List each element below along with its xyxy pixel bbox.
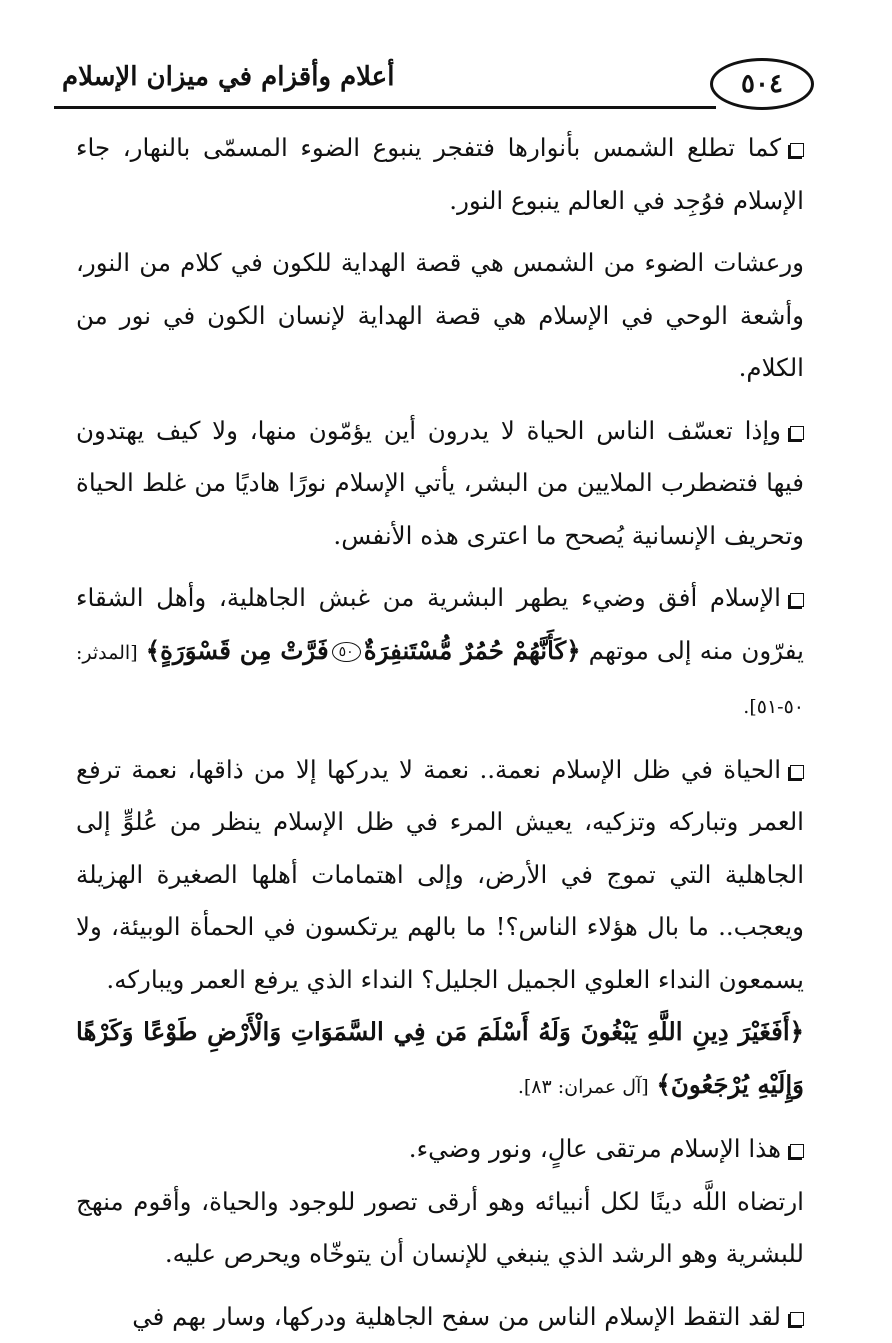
paragraph-4-text: الإسلام أفق وضيء يطهر البشرية من غبش الجاهلية، وأهل الشقاء يفرّون منه إلى موتهم xyxy=(76,583,804,665)
checkbox-bullet-icon xyxy=(790,1312,804,1326)
paragraph-9-text: لقد التقط الإسلام الناس من سفح الجاهلية ودركها، وسار بهم في xyxy=(132,1302,781,1331)
checkbox-bullet-icon xyxy=(790,426,804,440)
paragraph-6 xyxy=(76,1006,804,1113)
checkbox-bullet-icon xyxy=(790,765,804,779)
quran-verse: أَفَغَيْرَ دِينِ اللَّهِ يَبْغُونَ وَلَهُ أَسْلَمَ مَن فِي السَّمَوَاتِ وَالْأَرْضِ طَوْعًا وَكَرْهًا وَإِلَيْهِ يُرْجَعُونَ xyxy=(76,1017,804,1099)
paragraph-7 xyxy=(76,1123,804,1176)
paragraph-8 xyxy=(76,1176,804,1281)
paragraph-8-text: ارتضاه اللَّه دينًا لكل أنبيائه وهو أرقى تصور للوجود والحياة، وأقوم منهج للبشرية وهو الرشد الذي ينبغي للإنسان أن يتوخّاه ويحرص عليه. xyxy=(76,1187,804,1269)
checkbox-bullet-icon xyxy=(790,1144,804,1158)
paragraph-9 xyxy=(76,1291,804,1343)
paragraph-3-text: وإذا تعسّف الناس الحياة لا يدرون أين يؤمّون منها، ولا كيف يهتدون فيها فتضطرب الملايين من البشر، يأتي الإسلام نورًا هاديًا من غلط الحياة وتحريف الإنسانية يُصحح ما اعترى هذه الأنفس. xyxy=(76,416,804,550)
paragraph-5 xyxy=(76,744,804,1007)
checkbox-bullet-icon xyxy=(790,143,804,157)
paragraph-4 xyxy=(76,572,804,734)
page-header xyxy=(54,58,814,114)
running-title: أعلام وأقزام في ميزان الإسلام xyxy=(62,62,394,92)
verse-reference: [المدثر: ٥٠-٥١]. xyxy=(76,642,804,719)
quran-verse-open-bracket: ﴿ xyxy=(566,636,580,665)
paragraph-2 xyxy=(76,237,804,395)
paragraph-2-text: ورعشات الضوء من الشمس هي قصة الهداية للكون في كلام من النور، وأشعة الوحي في الإسلام هي قصة الهداية لإنسان الكون في نور من الكلام. xyxy=(76,248,804,382)
paragraph-1 xyxy=(76,122,804,227)
quran-verse-close-bracket: ﴾ xyxy=(657,1070,671,1099)
verse-reference: [آل عمران: ٨٣]. xyxy=(518,1076,649,1098)
quran-verse-part-2: فَرَّتْ مِن قَسْوَرَةٍ xyxy=(160,636,329,665)
checkbox-bullet-icon xyxy=(790,593,804,607)
paragraph-3 xyxy=(76,405,804,563)
quran-verse-part-1: كَأَنَّهُمْ حُمُرٌ مُّسْتَنفِرَةٌ xyxy=(364,636,567,665)
page-number: ٥٠٤ xyxy=(710,58,814,110)
ayah-number-marker: ٥٠ xyxy=(332,642,361,662)
header-rule xyxy=(54,106,716,109)
paragraph-5-text: الحياة في ظل الإسلام نعمة.. نعمة لا يدركها إلا من ذاقها، نعمة ترفع العمر وتباركه وتزكيه، يعيش المرء في ظل الإسلام ينظر من عُلوٍّ إلى الجاهلية التي تموج في الأرض، وإلى اهتمامات أهلها الصغيرة الهزيلة ويعجب.. ما بال هؤلاء الناس؟! ما بالهم يرتكسون في الحمأة الوبيئة، ولا يسمعون النداء العلوي الجميل الجليل؟ النداء الذي يرفع العمر ويباركه. xyxy=(76,755,804,994)
quran-verse-close-bracket: ﴾ xyxy=(146,636,160,665)
paragraph-1-text: كما تطلع الشمس بأنوارها فتفجر ينبوع الضوء المسمّى بالنهار، جاء الإسلام فوُجِد في العالم ينبوع النور. xyxy=(76,133,804,215)
quran-verse-open-bracket: ﴿ xyxy=(790,1017,804,1046)
paragraph-7-text: هذا الإسلام مرتقى عالٍ، ونور وضيء. xyxy=(409,1134,781,1163)
page-body xyxy=(76,122,804,1343)
